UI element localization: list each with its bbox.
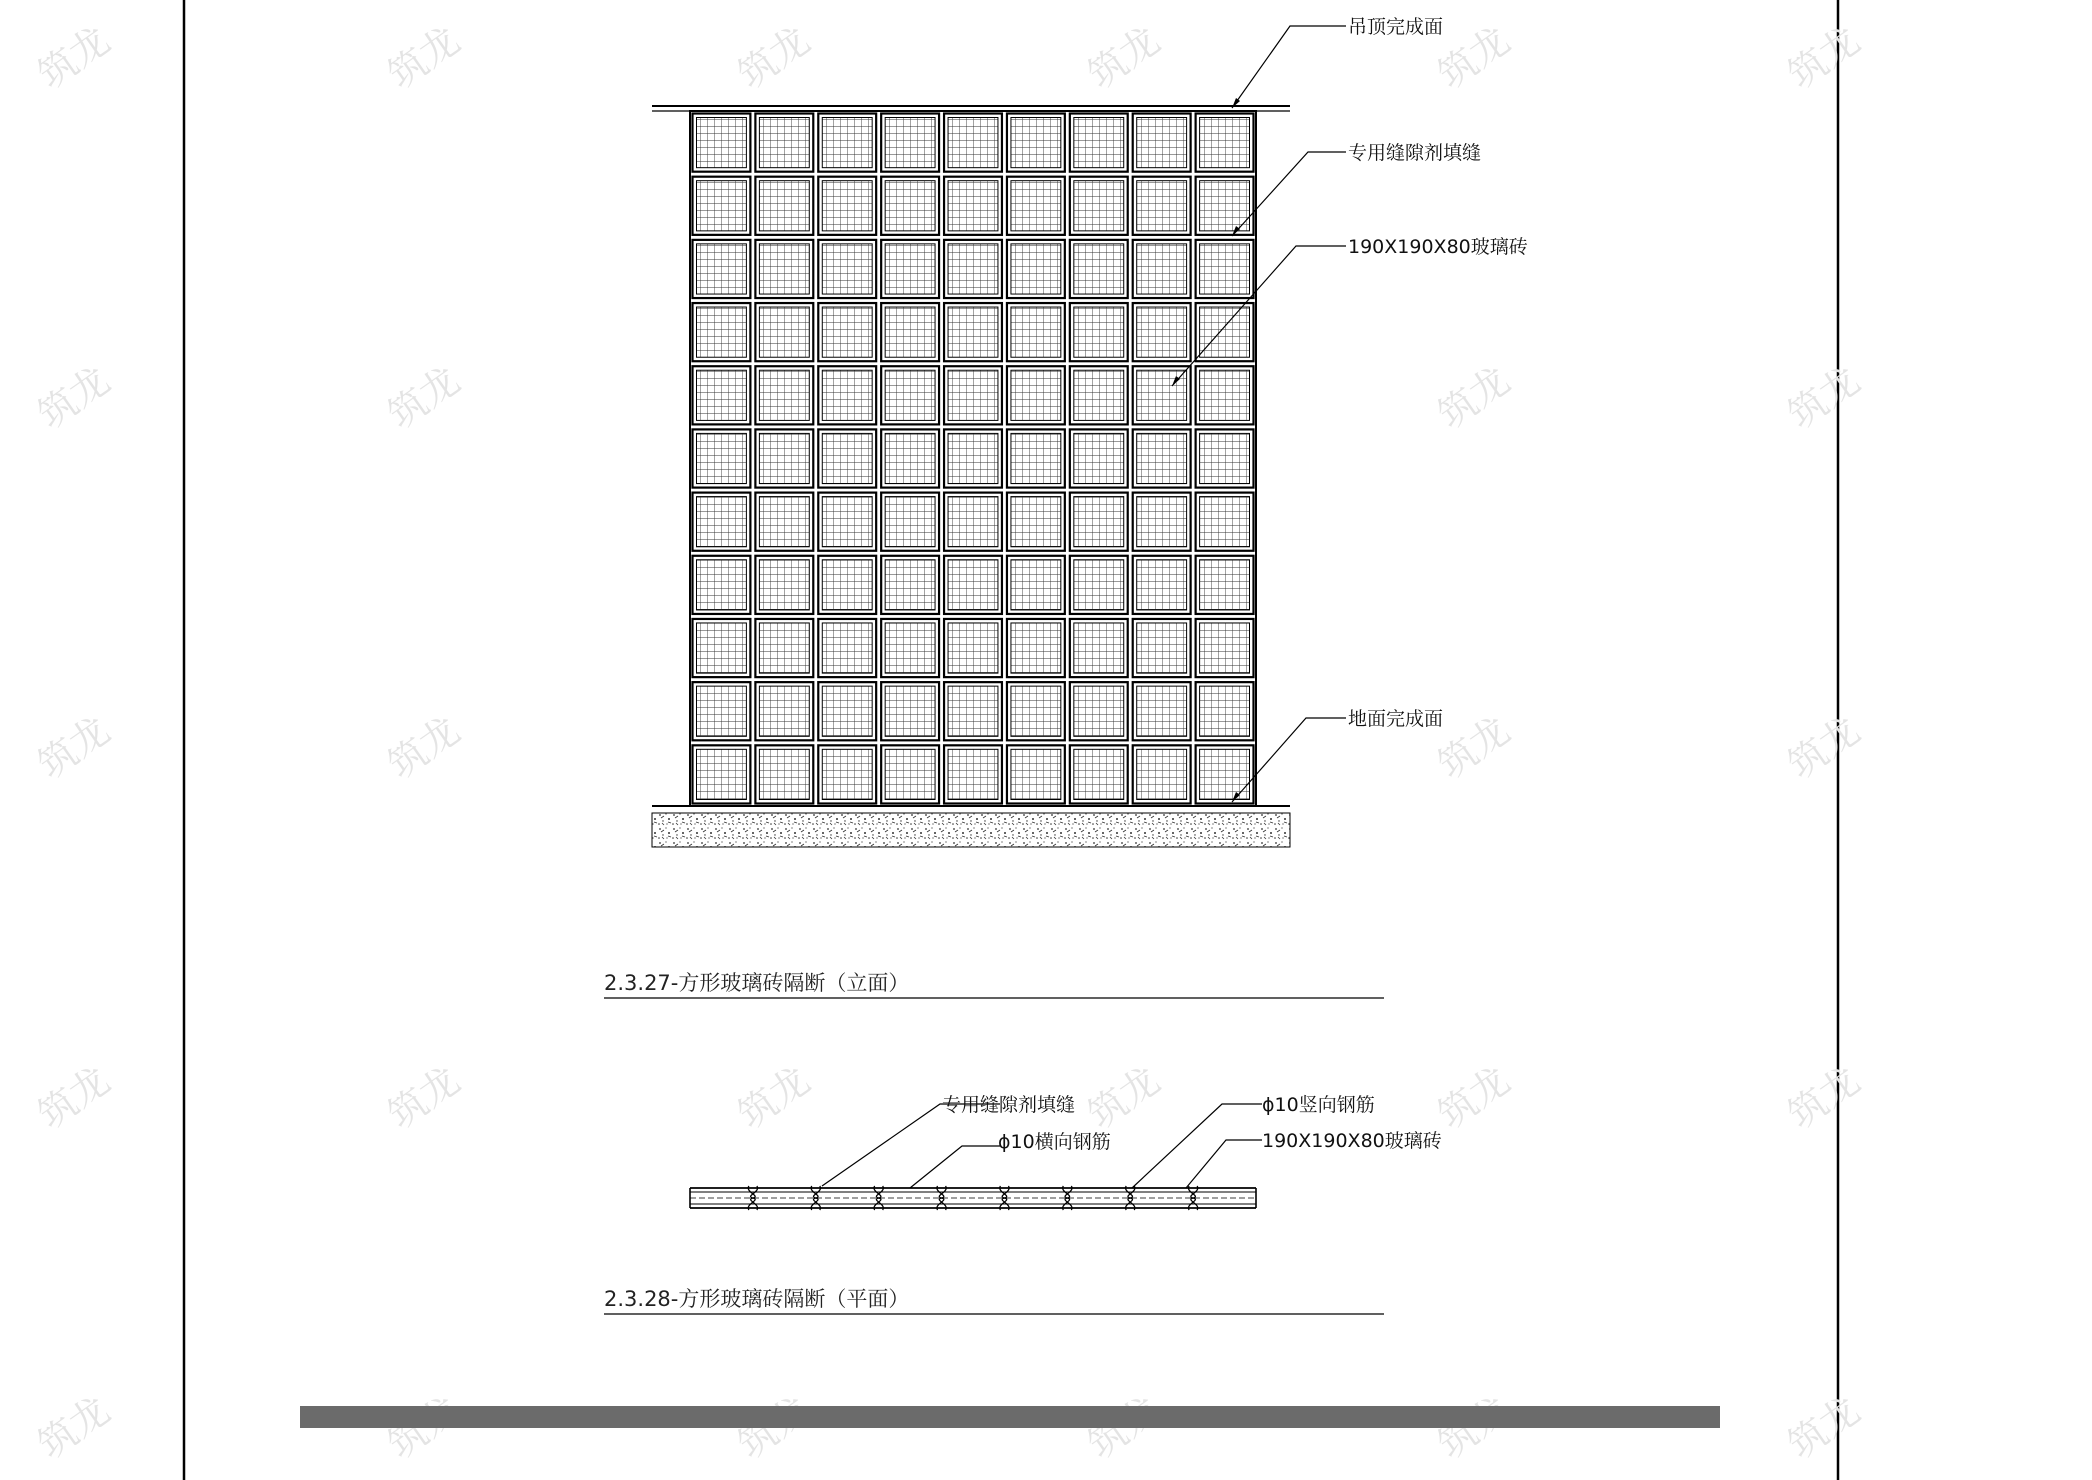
glass-block-cell (818, 493, 876, 551)
glass-block-cell (1196, 366, 1254, 424)
glass-block-cell (944, 177, 1002, 235)
glass-block-cell (944, 429, 1002, 487)
floor-slab (652, 813, 1290, 847)
plan-view (690, 1094, 1442, 1210)
glass-block-cell (881, 114, 939, 172)
leader-ceiling (1232, 26, 1346, 108)
glass-block-cell (944, 619, 1002, 677)
watermark-text: 筑龙 (379, 707, 468, 788)
glass-block-cell (755, 240, 813, 298)
glass-block-cell (693, 429, 751, 487)
caption-elevation: 2.3.27-方形玻璃砖隔断（立面） (604, 971, 910, 995)
glass-block-cell (1007, 114, 1065, 172)
glass-block-cell (1133, 556, 1191, 614)
glass-block-cell (1196, 177, 1254, 235)
watermark-text: 筑龙 (29, 357, 118, 438)
glass-block-cell (1007, 745, 1065, 803)
watermark-text: 筑龙 (729, 1057, 818, 1138)
glass-block-cell (944, 556, 1002, 614)
glass-block-cell (1070, 366, 1128, 424)
glass-block-cell (755, 366, 813, 424)
glass-block-cell (1196, 114, 1254, 172)
glass-block-cell (881, 556, 939, 614)
glass-block-cell (1070, 619, 1128, 677)
glass-block-cell (1007, 303, 1065, 361)
glass-block-cell (755, 745, 813, 803)
glass-block-cell (818, 429, 876, 487)
glass-block-cell (1133, 114, 1191, 172)
glass-block-cell (881, 493, 939, 551)
glass-block-cell (818, 556, 876, 614)
glass-block-cell (1196, 240, 1254, 298)
watermark-text: 筑龙 (1079, 17, 1168, 98)
glass-block-cell (818, 240, 876, 298)
glass-block-cell (1196, 682, 1254, 740)
glass-block-cell (881, 429, 939, 487)
glass-block-cell (1007, 619, 1065, 677)
glass-block-cell (881, 240, 939, 298)
glass-block-cell (1070, 114, 1128, 172)
watermark-text: 筑龙 (1779, 1387, 1868, 1468)
glass-block-cell (693, 114, 751, 172)
watermark-text: 筑龙 (379, 1057, 468, 1138)
glass-block-cell (1196, 493, 1254, 551)
glass-block-cell (1196, 745, 1254, 803)
leader-plan-sealant (822, 1104, 1000, 1186)
footer-bar (300, 1406, 1720, 1428)
glass-block-cell (755, 114, 813, 172)
leader-plan-glass-block (1186, 1140, 1262, 1188)
glass-block-cell (755, 429, 813, 487)
glass-block-cell (693, 619, 751, 677)
watermark-text: 筑龙 (1779, 1057, 1868, 1138)
glass-block-cell (693, 682, 751, 740)
glass-block-cell (1196, 619, 1254, 677)
glass-block-cell (755, 177, 813, 235)
glass-block-cell (1133, 682, 1191, 740)
glass-block-cell (1007, 177, 1065, 235)
glass-block-cell (1070, 177, 1128, 235)
glass-block-cell (1070, 429, 1128, 487)
glass-block-cell (1070, 240, 1128, 298)
glass-block-cell (693, 303, 751, 361)
glass-block-cell (1007, 429, 1065, 487)
callout-plan-joint-sealant: 专用缝隙剂填缝 (942, 1094, 1076, 1116)
glass-block-cell (1007, 493, 1065, 551)
watermark-text: 筑龙 (1779, 17, 1868, 98)
glass-block-cell (1133, 493, 1191, 551)
glass-block-cell (755, 303, 813, 361)
glass-block-cell (1007, 682, 1065, 740)
glass-block-cell (944, 682, 1002, 740)
glass-block-cell (944, 303, 1002, 361)
leader-plan-horizontal-rebar (910, 1146, 1000, 1188)
glass-block-cell (1070, 556, 1128, 614)
watermark-text: 筑龙 (1779, 357, 1868, 438)
glass-block-cell (1070, 682, 1128, 740)
glass-block-cell (1133, 177, 1191, 235)
glass-block-cell (1196, 303, 1254, 361)
callout-plan-glass-block-size: 190X190X80玻璃砖 (1262, 1130, 1442, 1152)
watermark-text: 筑龙 (379, 357, 468, 438)
watermark-text: 筑龙 (1429, 357, 1518, 438)
glass-block-cell (944, 745, 1002, 803)
callout-horizontal-rebar: ϕ10横向钢筋 (998, 1131, 1111, 1153)
glass-block-cell (818, 366, 876, 424)
glass-block-cell (1007, 556, 1065, 614)
glass-block-cell (944, 493, 1002, 551)
glass-block-cell (1196, 429, 1254, 487)
glass-block-cell (881, 682, 939, 740)
glass-block-cell (944, 366, 1002, 424)
caption-plan: 2.3.28-方形玻璃砖隔断（平面） (604, 1287, 910, 1311)
watermark-text: 筑龙 (1779, 707, 1868, 788)
glass-block-cell (755, 556, 813, 614)
callout-glass-block-size: 190X190X80玻璃砖 (1348, 236, 1528, 258)
watermark-text: 筑龙 (29, 707, 118, 788)
watermark-text: 筑龙 (29, 1057, 118, 1138)
glass-block-cell (818, 114, 876, 172)
glass-block-cell (881, 366, 939, 424)
callout-vertical-rebar: ϕ10竖向钢筋 (1262, 1094, 1375, 1116)
glass-block-cell (755, 493, 813, 551)
glass-block-cell (818, 682, 876, 740)
glass-block-cell (1070, 303, 1128, 361)
glass-block-cell (1007, 366, 1065, 424)
glass-block-cell (818, 619, 876, 677)
callout-floor-finish: 地面完成面 (1348, 708, 1444, 730)
glass-block-cell (944, 114, 1002, 172)
glass-block-grid (690, 111, 1256, 806)
glass-block-cell (881, 177, 939, 235)
glass-block-cell (818, 303, 876, 361)
glass-block-cell (1007, 240, 1065, 298)
watermark-text: 筑龙 (1429, 1057, 1518, 1138)
glass-block-cell (881, 619, 939, 677)
glass-block-cell (944, 240, 1002, 298)
glass-block-cell (818, 745, 876, 803)
glass-block-cell (755, 682, 813, 740)
glass-block-cell (693, 366, 751, 424)
watermark-text: 筑龙 (1079, 1057, 1168, 1138)
glass-block-cell (755, 619, 813, 677)
glass-block-cell (693, 493, 751, 551)
glass-block-cell (1070, 745, 1128, 803)
glass-block-cell (1196, 556, 1254, 614)
callout-ceiling-finish: 吊顶完成面 (1348, 16, 1444, 38)
glass-block-cell (1133, 240, 1191, 298)
glass-block-cell (1070, 493, 1128, 551)
glass-block-cell (818, 177, 876, 235)
watermark-text: 筑龙 (379, 17, 468, 98)
glass-block-cell (693, 745, 751, 803)
callout-joint-sealant: 专用缝隙剂填缝 (1348, 142, 1482, 164)
glass-block-cell (693, 177, 751, 235)
watermark-text: 筑龙 (1429, 707, 1518, 788)
elevation-view (652, 16, 1528, 847)
glass-block-cell (1133, 745, 1191, 803)
glass-block-cell (881, 745, 939, 803)
glass-block-cell (693, 556, 751, 614)
watermark-text: 筑龙 (729, 17, 818, 98)
watermark-text: 筑龙 (1429, 17, 1518, 98)
glass-block-cell (1133, 619, 1191, 677)
watermark-text: 筑龙 (29, 1387, 118, 1468)
glass-block-cell (1133, 303, 1191, 361)
watermark-text: 筑龙 (29, 17, 118, 98)
plan-strip (690, 1186, 1256, 1210)
glass-block-cell (1133, 429, 1191, 487)
glass-block-cell (881, 303, 939, 361)
glass-block-cell (693, 240, 751, 298)
